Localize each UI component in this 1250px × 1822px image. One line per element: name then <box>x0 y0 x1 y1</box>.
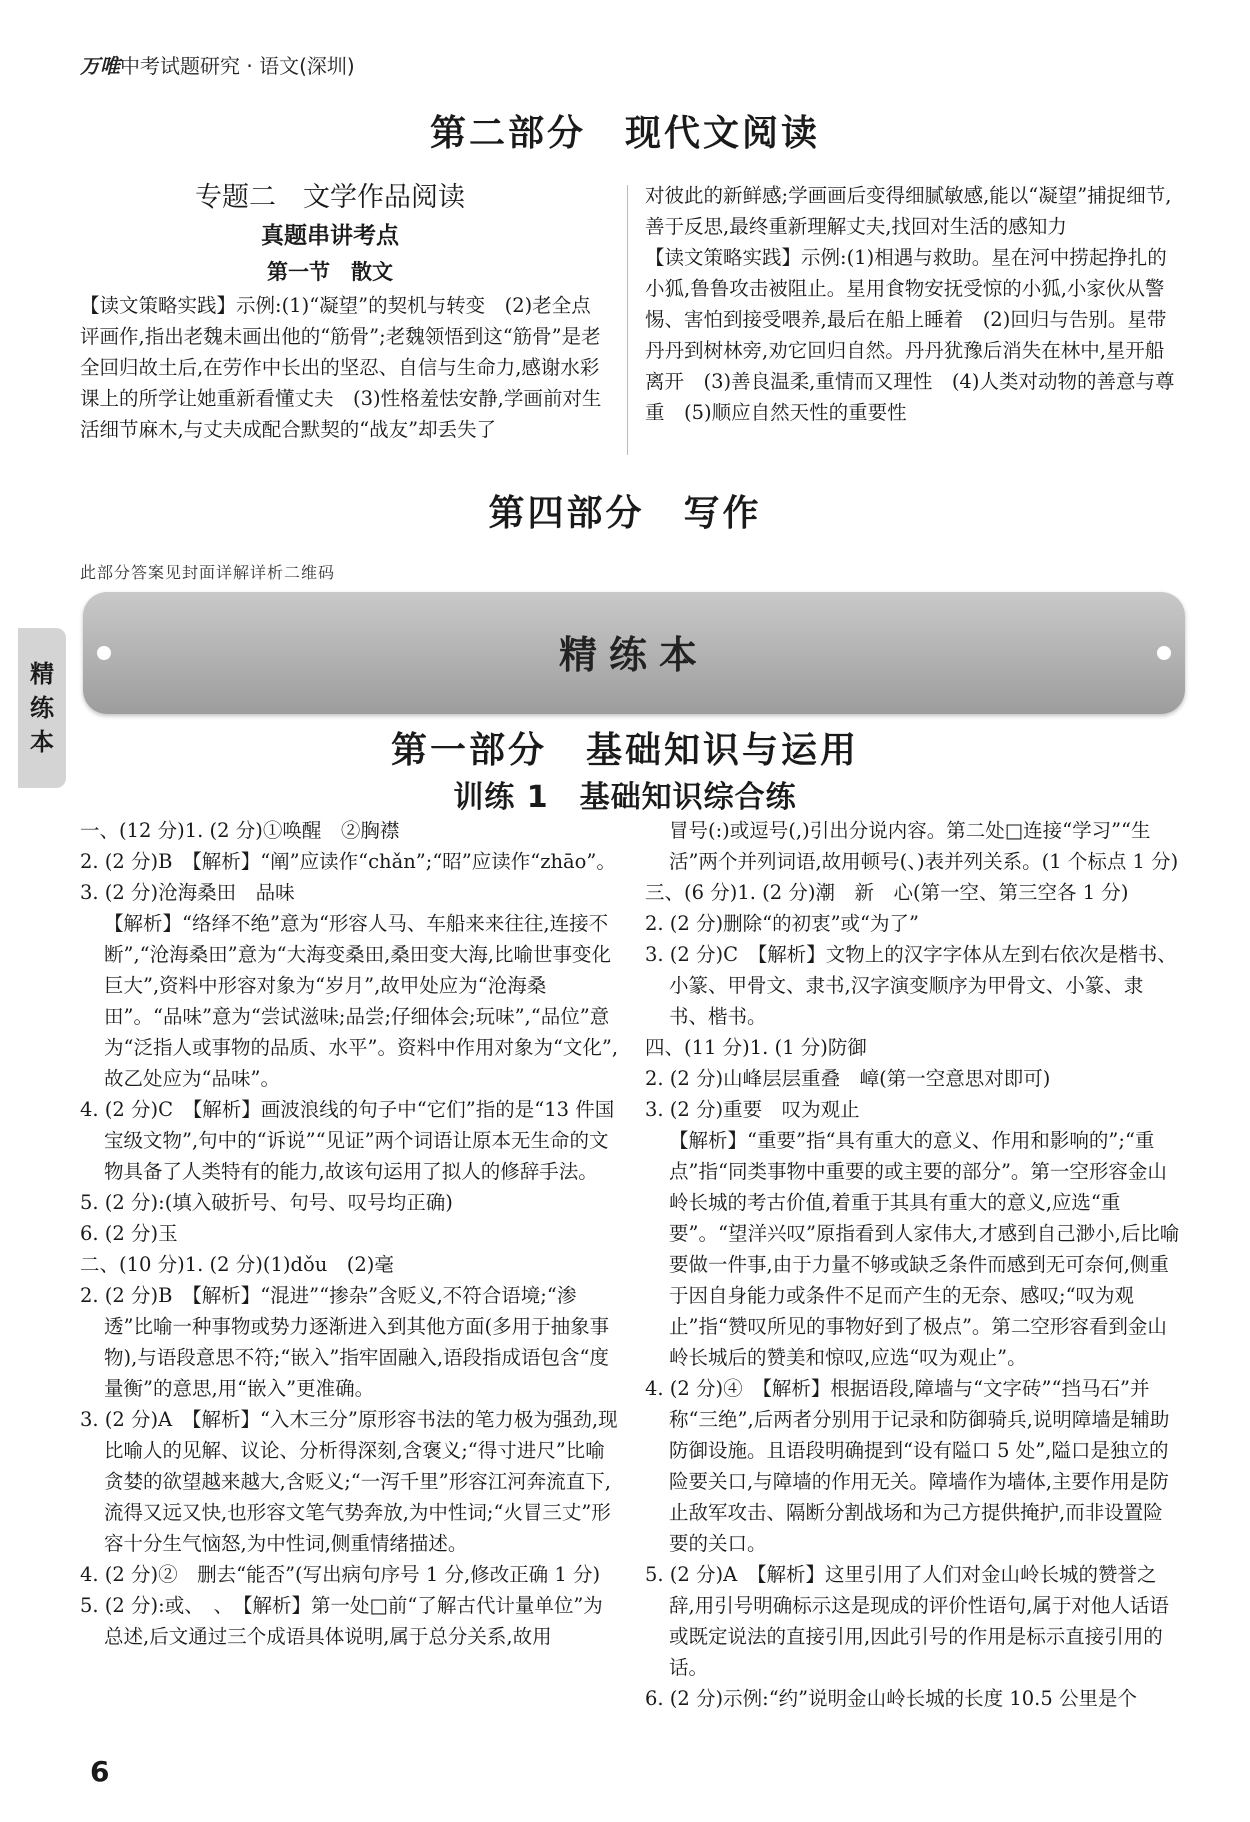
part2-left-column <box>80 178 610 445</box>
part4-title: 第四部分 写作 <box>488 493 762 534</box>
answers-right-column <box>645 815 1180 1714</box>
column-divider <box>627 185 628 455</box>
side-tab-char: 练 <box>30 694 54 722</box>
side-tab-char: 本 <box>30 728 54 756</box>
part4-note: 此部分答案见封面详解详析二维码 <box>80 563 336 582</box>
side-tab-char: 精 <box>30 660 54 688</box>
answer-item: 四、(11 分)1. (1 分)防御 <box>645 1036 867 1059</box>
answer-item: 5. (2 分):(填入破折号、句号、叹号均正确) <box>80 1191 453 1214</box>
banner-title: 精练本 <box>558 633 709 677</box>
answer-item: 3. (2 分)C 【解析】文物上的汉字字体从左到右依次是楷书、小篆、甲骨文、隶书,汉字演变顺序为甲骨文、小篆、隶书、楷书。 <box>645 943 1177 1028</box>
training-title: 训练 1 基础知识综合练 <box>453 780 797 815</box>
answer-item: 2. (2 分)B 【解析】“混进”“掺杂”含贬义,不符合语境;“渗透”比喻一种事物或势力逐渐进入到其他方面(多用于抽象事物),与语段意思不符;“嵌入”指牢固融入,语段指成语包含“度量衡”的意思,用“嵌入”更准确。 <box>80 1284 610 1400</box>
strategy-paragraph: 【读文策略实践】示例:(1)相遇与救助。星在河中捞起挣扎的小狐,鲁鲁攻击被阻止。星用食物安抚受惊的小狐,小家伙从警惕、害怕到接受喂养,最后在船上睡着 (2)回归与告别。星带丹丹到树林旁,劝它回归自然。丹丹犹豫后消失在林中,星开船离开 (3)善良温柔,重情而又理性 (4)人类对动物的善意与尊重 (5)顺应自然天性的重要性 <box>645 246 1175 424</box>
answer-item: 3. (2 分)重要 叹为观止 <box>645 1098 860 1121</box>
answer-analysis: 【解析】“络绎不绝”意为“形容人马、车船来来往往,连接不断”,“沧海桑田”意为“大海变桑田,桑田变大海,比喻世事变化巨大”,资料中形容对象为“岁月”,故甲处应为“沧海桑田”。“品味”意为“尝试滋味;品尝;仔细体会;玩味”,“品位”意为“泛指人或事物的品质、水平”。资料中作用对象为“文化”,故乙处应为“品味”。 <box>104 912 619 1090</box>
running-header <box>80 50 355 79</box>
book-title: 中考试题研究 · 语文(深圳) <box>120 54 355 78</box>
answers-left-column <box>80 815 620 1652</box>
section-banner <box>83 592 1185 714</box>
answer-item: 2. (2 分)山峰层层重叠 嶂(第一空意思对即可) <box>645 1067 1051 1090</box>
page-number: 6 <box>90 1755 110 1788</box>
brand-logo: 万唯 <box>80 54 120 78</box>
answer-item: 3. (2 分)A 【解析】“入木三分”原形容书法的笔力极为强劲,现比喻人的见解、议论、分析得深刻,含褒义;“得寸进尺”比喻贪婪的欲望越来越大,含贬义;“一泻千里”形容江河奔流直下,流得又远又快,也形容文笔气势奔放,为中性词;“火冒三丈”形容十分生气恼怒,为中性词,侧重情绪描述。 <box>80 1408 618 1555</box>
strategy-paragraph: 【读文策略实践】示例:(1)“凝望”的契机与转变 (2)老全点评画作,指出老魏未画出他的“筋骨”;老魏领悟到这“筋骨”是老全回归故土后,在劳作中长出的坚忍、自信与生命力,感谢水彩课上的所学让她重新看懂丈夫 (3)性格羞怯安静,学画前对生活细节麻木,与丈夫成配合默契的“战友”却丢失了 <box>80 294 602 441</box>
part2-title: 第二部分 现代文阅读 <box>429 113 820 154</box>
answer-item: 5. (2 分):或、 、 【解析】第一处□前“了解古代计量单位”为总述,后文通过三个成语具体说明,属于总分关系,故用 <box>80 1594 603 1648</box>
section-heading: 第一节 散文 <box>267 260 393 284</box>
part2-right-column <box>645 180 1175 428</box>
topic-heading: 专题二 文学作品阅读 <box>195 182 465 213</box>
answer-item: 5. (2 分)A 【解析】这里引用了人们对金山岭长城的赞誉之辞,用引号明确标示这是现成的评价性语句,属于对他人话语或既定说法的直接引用,因此引号的作用是标示直接引用的话。 <box>645 1563 1169 1679</box>
answer-item: 4. (2 分)④ 【解析】根据语段,障墙与“文字砖”“挡马石”并称“三绝”,后两者分别用于记录和防御骑兵,说明障墙是辅助防御设施。且语段明确提到“设有隘口 5 处”,隘口是独立的险要关口,与障墙的作用无关。障墙作为墙体,主要作用是防止敌军攻击、隔断分割战场和为己方提供掩护,而非设置险要的关口。 <box>645 1377 1170 1555</box>
answer-item: 4. (2 分)② 删去“能否”(写出病句序号 1 分,修改正确 1 分) <box>80 1563 601 1586</box>
answer-item: 6. (2 分)示例:“约”说明金山岭长城的长度 10.5 公里是个 <box>645 1687 1137 1710</box>
answer-item: 4. (2 分)C 【解析】画波浪线的句子中“它们”指的是“13 件国宝级文物”,句中的“诉说”“见证”两个词语让原本无生命的文物具备了人类特有的能力,故该句运用了拟人的修辞手法。 <box>80 1098 615 1183</box>
answer-item: 一、(12 分)1. (2 分)①唤醒 ②胸襟 <box>80 819 400 842</box>
answer-item: 二、(10 分)1. (2 分)(1)dǒu (2)毫 <box>80 1253 394 1276</box>
subtopic-heading: 真题串讲考点 <box>261 223 399 249</box>
answer-item: 6. (2 分)玉 <box>80 1222 178 1245</box>
answer-item: 冒号(:)或逗号(,)引出分说内容。第二处□连接“学习”“生活”两个并列词语,故用顿号(、)表并列关系。(1 个标点 1 分) <box>669 819 1179 873</box>
answer-item: 2. (2 分)B 【解析】“阐”应读作“chǎn”;“昭”应读作“zhāo”。 <box>80 850 616 873</box>
answer-item: 2. (2 分)删除“的初衷”或“为了” <box>645 912 919 935</box>
part1-title: 第一部分 基础知识与运用 <box>390 730 859 771</box>
answer-analysis: 【解析】“重要”指“具有重大的意义、作用和影响的”;“重点”指“同类事物中重要的或主要的部分”。第一空形容金山岭长城的考古价值,着重于其具有重大的意义,应选“重要”。“望洋兴叹”原指看到人家伟大,才感到自己渺小,后比喻要做一件事,由于力量不够或缺乏条件而感到无可奈何,侧重于因自身能力或条件不足而产生的无奈、感叹;“叹为观止”指“赞叹所见的事物好到了极点”。第二空形容看到金山岭长城后的赞美和惊叹,应选“叹为观止”。 <box>669 1129 1180 1369</box>
answer-item: 3. (2 分)沧海桑田 品味 <box>80 881 295 904</box>
answer-item: 三、(6 分)1. (2 分)潮 新 心(第一空、第三空各 1 分) <box>645 881 1129 904</box>
text-paragraph: 对彼此的新鲜感;学画画后变得细腻敏感,能以“凝望”捕捉细节,善于反思,最终重新理解丈夫,找回对生活的感知力 <box>645 184 1172 238</box>
